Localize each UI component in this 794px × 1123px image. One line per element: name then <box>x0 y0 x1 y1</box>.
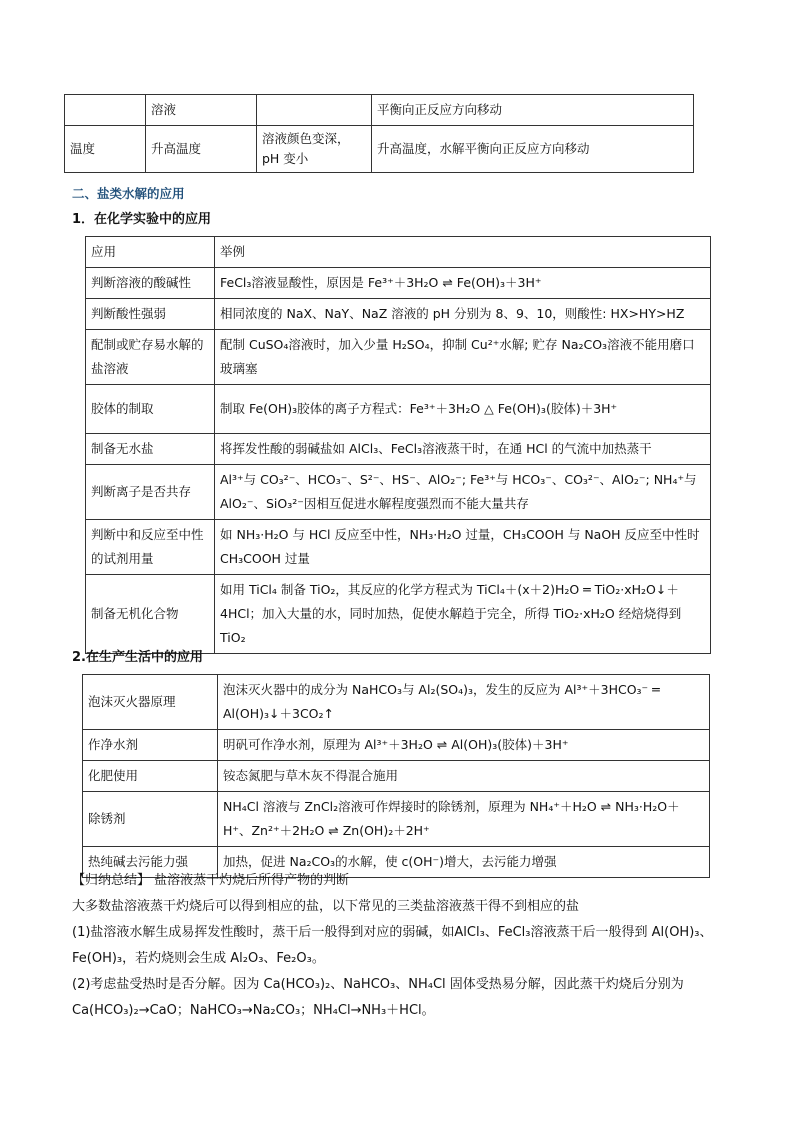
table-cell <box>257 95 372 126</box>
table-cell: 泡沫灭火器原理 <box>83 675 218 730</box>
summary-section <box>72 868 732 1024</box>
table-cell: 制取 Fe(OH)₃胶体的离子方程式：Fe³⁺＋3H₂O △ Fe(OH)₃(胶体)＋3H⁺ <box>215 385 711 434</box>
table-row <box>86 268 711 299</box>
table-cell: 相同浓度的 NaX、NaY、NaZ 溶液的 pH 分别为 8、9、10，则酸性: HX>HY>HZ <box>215 299 711 330</box>
heading-daily-applications: 2.在生产生活中的应用 <box>72 650 203 665</box>
table-cell: 判断酸性强弱 <box>86 299 215 330</box>
table-cell: NH₄Cl 溶液与 ZnCl₂溶液可作焊接时的除锈剂，原理为 NH₄⁺＋H₂O ⇌ NH₃·H₂O＋H⁺、Zn²⁺＋2H₂O ⇌ Zn(OH)₂＋2H⁺ <box>218 792 710 847</box>
heading-lab-applications: 1．在化学实验中的应用 <box>72 212 212 227</box>
table-cell: FeCl₃溶液显酸性，原因是 Fe³⁺＋3H₂O ⇌ Fe(OH)₃＋3H⁺ <box>215 268 711 299</box>
summary-paragraph: (2)考虑盐受热时是否分解。因为 Ca(HCO₃)₂、NaHCO₃、NH₄Cl 固体受热易分解，因此蒸干灼烧后分别为 Ca(HCO₃)₂→CaO；NaHCO₃→Na₂CO₃；NH₄Cl→NH₃＋HCl。 <box>72 977 684 1018</box>
lab-applications-table <box>85 236 711 654</box>
table-row <box>86 465 711 520</box>
table-row <box>86 330 711 385</box>
table-cell: 加热，促进 Na₂CO₃的水解，使 c(OH⁻)增大，去污能力增强 <box>218 847 710 878</box>
table-row <box>83 730 710 761</box>
table-row <box>86 434 711 465</box>
table-cell: 配制或贮存易水解的盐溶液 <box>86 330 215 385</box>
daily-applications-table <box>82 674 710 878</box>
summary-paragraph: (1)盐溶液水解生成易挥发性酸时，蒸干后一般得到对应的弱碱，如AlCl₃、FeCl₃溶液蒸干后一般得到 Al(OH)₃、Fe(OH)₃，若灼烧则会生成 Al₂O₃、Fe₂O₃。 <box>72 925 713 966</box>
table-cell: 升高温度 <box>146 126 257 173</box>
header-cell: 举例 <box>215 237 711 268</box>
table-row <box>65 95 694 126</box>
table-cell: 热纯碱去污能力强 <box>83 847 218 878</box>
table-cell: 明矾可作净水剂，原理为 Al³⁺＋3H₂O ⇌ Al(OH)₃(胶体)＋3H⁺ <box>218 730 710 761</box>
table-cell: 制备无机化合物 <box>86 575 215 654</box>
table-cell: 铵态氮肥与草木灰不得混合施用 <box>218 761 710 792</box>
table-cell: 除锈剂 <box>83 792 218 847</box>
property-table <box>64 94 694 173</box>
table-cell: 升高温度，水解平衡向正反应方向移动 <box>372 126 694 173</box>
table-cell: 如用 TiCl₄ 制备 TiO₂，其反应的化学方程式为 TiCl₄＋(x＋2)H₂O ═ TiO₂·xH₂O↓＋4HCl；加入大量的水，同时加热，促使水解趋于完全，所得 TiO₂·xH₂O 经焙烧得到 TiO₂ <box>215 575 711 654</box>
table-cell: 化肥使用 <box>83 761 218 792</box>
table-cell: 溶液颜色变深，pH 变小 <box>257 126 372 173</box>
summary-paragraph: 大多数盐溶液蒸干灼烧后可以得到相应的盐，以下常见的三类盐溶液蒸干得不到相应的盐 <box>72 899 580 914</box>
table-cell: 制备无水盐 <box>86 434 215 465</box>
table-header-row <box>86 237 711 268</box>
table-row <box>86 575 711 654</box>
table-cell <box>65 95 146 126</box>
table-cell: 温度 <box>65 126 146 173</box>
table-cell: 平衡向正反应方向移动 <box>372 95 694 126</box>
table-row <box>65 126 694 173</box>
table-row <box>83 761 710 792</box>
table-row <box>83 675 710 730</box>
summary-title: 【归纳总结】 盐溶液蒸干灼烧后所得产物的判断 <box>72 873 350 888</box>
table-row <box>83 792 710 847</box>
header-cell: 应用 <box>86 237 215 268</box>
table-row <box>86 299 711 330</box>
table-cell: 泡沫灭火器中的成分为 NaHCO₃与 Al₂(SO₄)₃，发生的反应为 Al³⁺＋3HCO₃⁻ ═ Al(OH)₃↓＋3CO₂↑ <box>218 675 710 730</box>
table-cell: 判断中和反应至中性的试剂用量 <box>86 520 215 575</box>
table-cell: 判断离子是否共存 <box>86 465 215 520</box>
table-cell: 胶体的制取 <box>86 385 215 434</box>
table-cell: Al³⁺与 CO₃²⁻、HCO₃⁻、S²⁻、HS⁻、AlO₂⁻; Fe³⁺与 HCO₃⁻、CO₃²⁻、AlO₂⁻; NH₄⁺与 AlO₂⁻、SiO₃²⁻因相互促进水解程度强烈而不能大量共存 <box>215 465 711 520</box>
table-row <box>86 520 711 575</box>
table-cell: 判断溶液的酸碱性 <box>86 268 215 299</box>
table-cell: 溶液 <box>146 95 257 126</box>
table-cell: 配制 CuSO₄溶液时，加入少量 H₂SO₄，抑制 Cu²⁺水解; 贮存 Na₂CO₃溶液不能用磨口玻璃塞 <box>215 330 711 385</box>
section-title: 二、盐类水解的应用 <box>72 186 185 201</box>
table-row <box>86 385 711 434</box>
table-cell: 将挥发性酸的弱碱盐如 AlCl₃、FeCl₃溶液蒸干时，在通 HCl 的气流中加热蒸干 <box>215 434 711 465</box>
table-cell: 作净水剂 <box>83 730 218 761</box>
table-cell: 如 NH₃·H₂O 与 HCl 反应至中性，NH₃·H₂O 过量，CH₃COOH 与 NaOH 反应至中性时 CH₃COOH 过量 <box>215 520 711 575</box>
